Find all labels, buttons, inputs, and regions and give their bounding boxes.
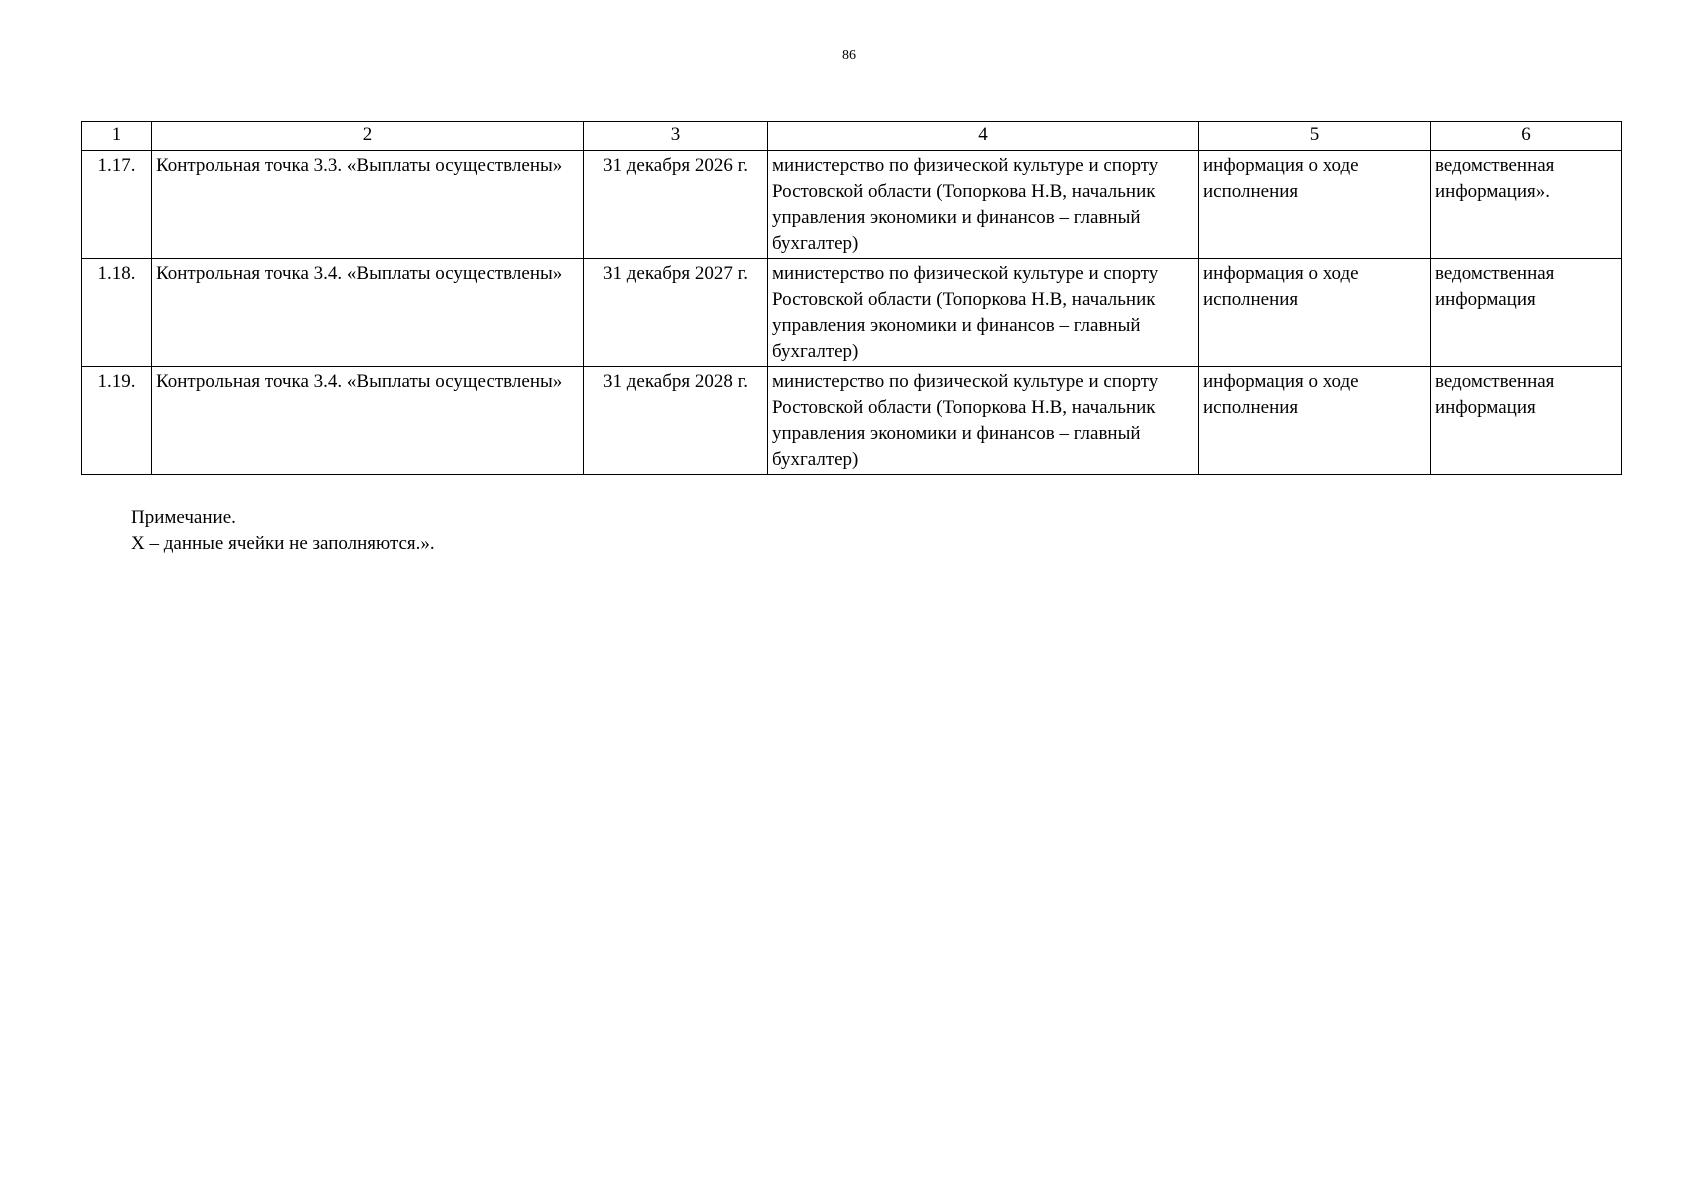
header-col-1: 1 [82, 122, 152, 151]
header-col-3: 3 [584, 122, 768, 151]
information-system: ведомственная информация [1431, 367, 1622, 475]
control-points-table-wrapper [81, 121, 1621, 475]
table-row [82, 367, 1622, 475]
responsible-executor: министерство по физической культуре и спорту Ростовской области (Топоркова Н.В, начальник управления экономики и финансов – главный бухгалтер) [768, 259, 1199, 367]
deadline-date: 31 декабря 2027 г. [584, 259, 768, 367]
control-point-name: Контрольная точка 3.3. «Выплаты осуществлены» [152, 151, 584, 259]
table-row [82, 259, 1622, 367]
header-col-2: 2 [152, 122, 584, 151]
responsible-executor: министерство по физической культуре и спорту Ростовской области (Топоркова Н.В, начальник управления экономики и финансов – главный бухгалтер) [768, 367, 1199, 475]
confirming-document: информация о ходе исполнения [1199, 259, 1431, 367]
header-col-5: 5 [1199, 122, 1431, 151]
control-point-name: Контрольная точка 3.4. «Выплаты осуществлены» [152, 259, 584, 367]
row-number: 1.18. [82, 259, 152, 367]
table-header-row [82, 122, 1622, 151]
information-system: ведомственная информация [1431, 259, 1622, 367]
row-number: 1.19. [82, 367, 152, 475]
notes-block [131, 505, 435, 557]
header-col-6: 6 [1431, 122, 1622, 151]
page-number: 86 [842, 48, 856, 63]
row-number: 1.17. [82, 151, 152, 259]
confirming-document: информация о ходе исполнения [1199, 151, 1431, 259]
deadline-date: 31 декабря 2028 г. [584, 367, 768, 475]
responsible-executor: министерство по физической культуре и спорту Ростовской области (Топоркова Н.В, начальник управления экономики и финансов – главный бухгалтер) [768, 151, 1199, 259]
control-points-table [81, 121, 1622, 475]
header-col-4: 4 [768, 122, 1199, 151]
deadline-date: 31 декабря 2026 г. [584, 151, 768, 259]
notes-title: Примечание. [131, 507, 236, 528]
table-row [82, 151, 1622, 259]
notes-line: Х – данные ячейки не заполняются.». [131, 533, 435, 554]
information-system: ведомственная информация». [1431, 151, 1622, 259]
confirming-document: информация о ходе исполнения [1199, 367, 1431, 475]
control-point-name: Контрольная точка 3.4. «Выплаты осуществлены» [152, 367, 584, 475]
